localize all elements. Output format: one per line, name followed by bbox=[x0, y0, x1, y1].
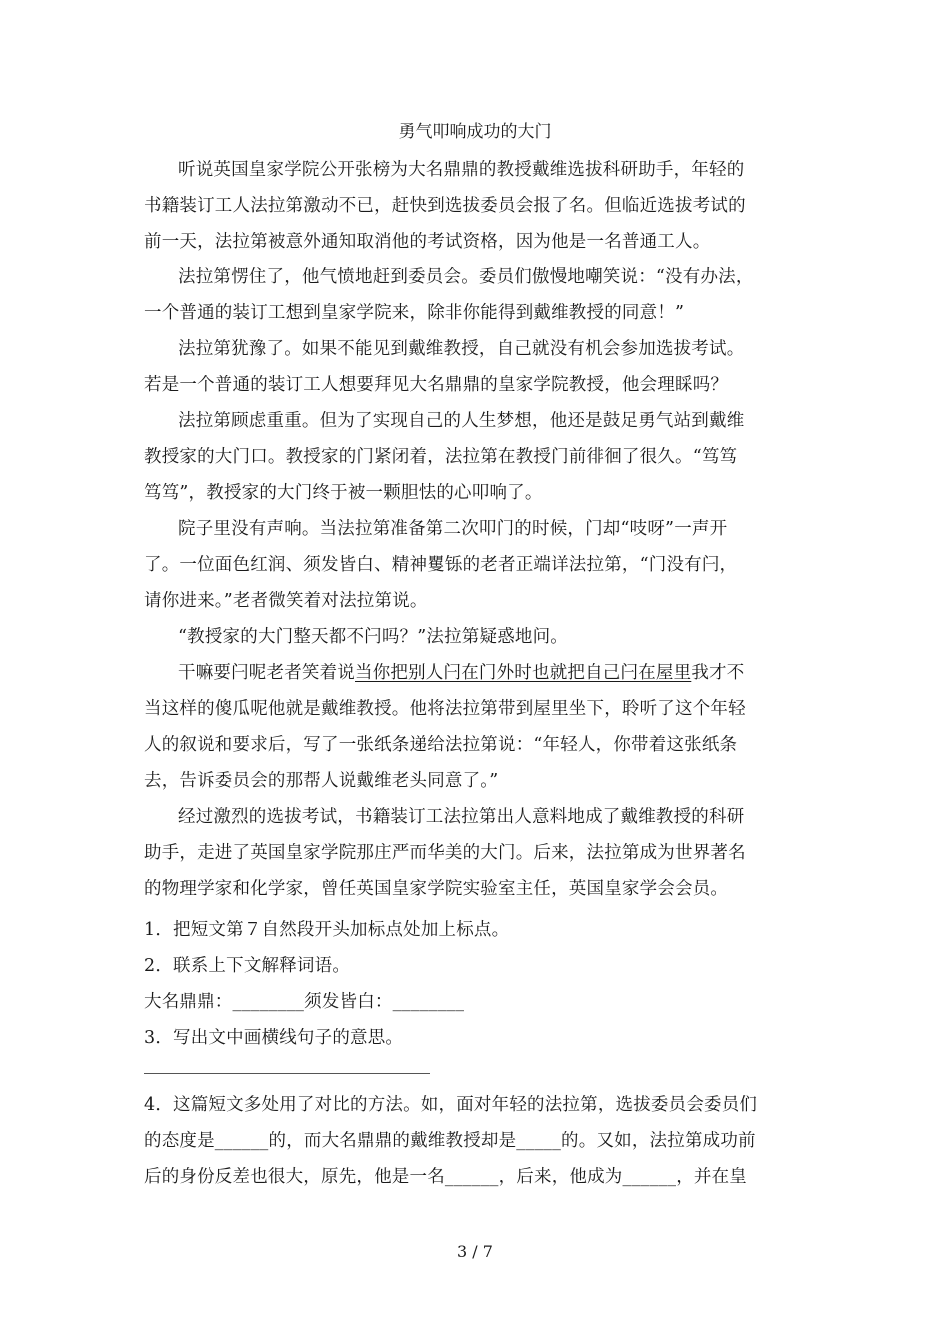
text-line: 法拉第顾虑重重。但为了实现自己的人生梦想，他还是鼓足勇气站到戴维 bbox=[178, 411, 745, 431]
passage-title: 勇气叩响成功的大门 bbox=[398, 122, 552, 142]
text-line: 当这样的傻瓜呢他就是戴维教授。他将法拉第带到屋里坐下，聆听了这个年轻 bbox=[144, 699, 746, 719]
text-line: 助手，走进了英国皇家学院那庄严而华美的大门。后来，法拉第成为世界著名 bbox=[144, 843, 746, 863]
text-line: 的物理学家和化学家，曾任英国皇家学院实验室主任，英国皇家学会会员。 bbox=[144, 879, 729, 899]
question-2: 2．联系上下文解释词语。 bbox=[144, 956, 351, 976]
text-line-with-underline bbox=[178, 655, 744, 691]
text-line: 法拉第愣住了，他气愤地赶到委员会。委员们傲慢地嘲笑说：“没有办法， bbox=[178, 267, 754, 287]
text-line: 经过激烈的选拔考试，书籍装订工法拉第出人意料地成了戴维教授的科研 bbox=[178, 807, 745, 827]
question-3: 3．写出文中画横线句子的意思。 bbox=[144, 1028, 404, 1048]
question-2-blanks: 大名鼎鼎：________须发皆白：________ bbox=[144, 992, 465, 1012]
text-line: 若是一个普通的装订工人想要拜见大名鼎鼎的皇家学院教授，他会理睬吗？ bbox=[144, 375, 729, 395]
text-line: 听说英国皇家学院公开张榜为大名鼎鼎的教授戴维选拔科研助手，年轻的 bbox=[178, 160, 745, 180]
text-line: 前一天，法拉第被意外通知取消他的考试资格，因为他是一名普通工人。 bbox=[144, 232, 711, 252]
text-line: 去，告诉委员会的那帮人说戴维老头同意了。” bbox=[144, 771, 499, 791]
text-segment: 干嘛要闩呢老者笑着说 bbox=[178, 663, 355, 683]
question-4-line: 后的身份反差也很大，原先，他是一名______，后来，他成为______，并在皇 bbox=[144, 1167, 747, 1187]
text-line: 笃笃”，教授家的大门终于被一颗胆怯的心叩响了。 bbox=[144, 483, 543, 503]
text-line: 人的叙说和要求后，写了一张纸条递给法拉第说：“年轻人，你带着这张纸条 bbox=[144, 735, 738, 755]
text-segment: 我才不 bbox=[691, 663, 745, 683]
underlined-sentence: 当你把别人闩在门外时也就把自己闩在屋里 bbox=[355, 663, 692, 683]
text-line: 教授家的大门口。教授家的门紧闭着，法拉第在教授门前徘徊了很久。“笃笃 bbox=[144, 447, 738, 467]
text-line: 书籍装订工人法拉第激动不已，赶快到选拔委员会报了名。但临近选拔考试的 bbox=[144, 196, 746, 216]
question-1: 1．把短文第７自然段开头加标点处加上标点。 bbox=[144, 920, 510, 940]
page-number: 3 / 7 bbox=[457, 1242, 493, 1261]
question-4: 4．这篇短文多处用了对比的方法。如，面对年轻的法拉第，选拔委员会委员们 bbox=[144, 1095, 758, 1115]
text-line: 法拉第犹豫了。如果不能见到戴维教授，自己就没有机会参加选拔考试。 bbox=[178, 339, 745, 359]
text-line: 一个普通的装订工想到皇家学院来，除非你能得到戴维教授的同意！” bbox=[144, 303, 685, 323]
text-line: 了。一位面色红润、须发皆白、精神矍铄的老者正端详法拉第，“门没有闩， bbox=[144, 555, 738, 575]
answer-line bbox=[144, 1073, 430, 1074]
text-line: 院子里没有声响。当法拉第准备第二次叩门的时候，门却“吱呀”一声开 bbox=[178, 519, 728, 539]
question-4-line: 的态度是______的，而大名鼎鼎的戴维教授却是_____的。又如，法拉第成功前 bbox=[144, 1131, 756, 1151]
text-line: “教授家的大门整天都不闩吗？”法拉第疑惑地问。 bbox=[178, 627, 568, 647]
text-line: 请你进来。”老者微笑着对法拉第说。 bbox=[144, 591, 428, 611]
